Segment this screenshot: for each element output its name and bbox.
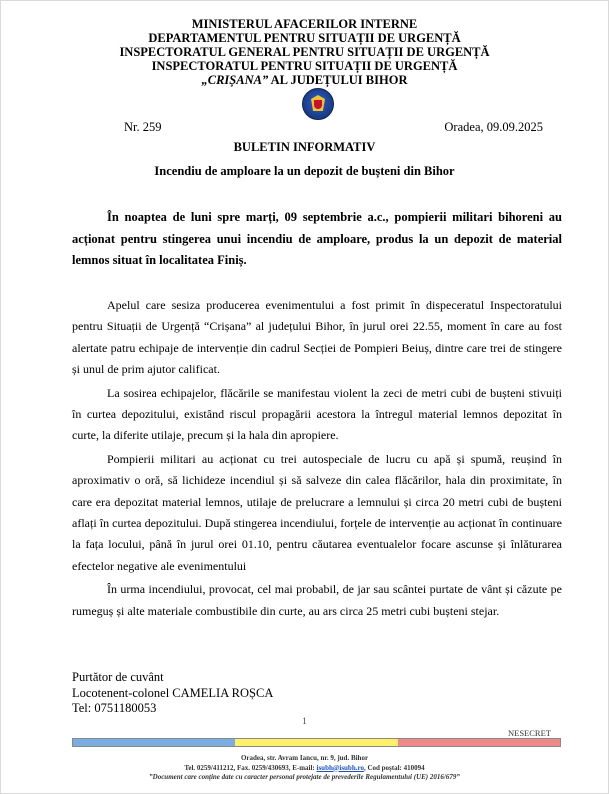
footer-contact	[0, 764, 609, 774]
footer-gdpr-notice: ”Document care conține date cu caracter personal protejate de prevederile Regulamentului (UE) 2016/679”	[149, 773, 460, 781]
meta-row	[72, 120, 543, 136]
place-date: Oradea, 09.09.2025	[444, 120, 543, 134]
classification-color-bar	[72, 738, 561, 747]
header-ministry: MINISTERUL AFACERILOR INTERNE	[191, 17, 418, 31]
header-general-inspectorate: INSPECTORATUL GENERAL PENTRU SITUAȚII DE URGENȚĂ	[119, 45, 490, 59]
paragraph-alert: Apelul care sesiza producerea evenimentului a fost primit în dispeceratul Inspectoratului pentru Situații de Urgență “Crișana” al județului Bihor, în jurul orei 22.55, moment în care au fost alertate patru echipaje de intervenție din cadrul Secției de Pompieri Beiuș, dintre care trei de stingere și unul de prim ajutor calificat.	[72, 298, 562, 377]
header-inspectorate: INSPECTORATUL PENTRU SITUAȚII DE URGENȚĂ	[151, 59, 458, 73]
document-header	[0, 17, 609, 87]
document-title: BULETIN INFORMATIV	[233, 140, 376, 154]
footer-contact-prefix: Tel. 0259/411212, Fax. 0259/430693, E-mail:	[184, 763, 317, 772]
paragraph-arrival: La sosirea echipajelor, flăcările se manifestau violent la zeci de metri cubi de bușteni stivuiți în curtea depozitului, existând riscul propagării acestora la întregul material lemnos depozitat în curte, la diferite utilaje, precum și la hala din apropiere.	[72, 385, 562, 443]
body-text	[72, 295, 562, 624]
spokesperson-name: Locotenent-colonel CAMELIA ROȘCA	[72, 685, 274, 700]
header-county: AL JUDEȚULUI BIHOR	[268, 73, 408, 87]
paragraph-cause: În urma incendiului, provocat, cel mai probabil, de jar sau scântei purtate de vânt și căzute pe rumeguș și alte materiale combustibile din curte, au ars circa 25 metri cubi bușteni stejar.	[72, 582, 562, 618]
footer-contact-suffix: , Cod poștal: 410094	[363, 763, 425, 772]
page-number: 1	[302, 716, 307, 726]
document-subtitle: Incendiu de amploare la un depozit de bușteni din Bihor	[154, 164, 455, 178]
footer-email-link[interactable]: isubh@isubh.ro	[316, 763, 364, 772]
classification-label: NESECRET	[508, 728, 551, 738]
color-bar-yellow	[235, 739, 397, 746]
lead-paragraph: În noaptea de luni spre marți, 09 septembrie a.c., pompierii militari bihoreni au acționat pentru stingerea unui incendiu de amploare, produs la un depozit de material lemnos situat în localitatea Finiș.	[72, 210, 562, 267]
header-department: DEPARTAMENTUL PENTRU SITUAȚII DE URGENȚĂ	[148, 31, 461, 45]
header-crisana: „CRIȘANA”	[201, 73, 269, 87]
spokesperson-role: Purtător de cuvânt	[72, 670, 164, 684]
color-bar-blue	[73, 739, 235, 746]
crest-shield	[314, 100, 322, 109]
paragraph-intervention: Pompierii militari au acționat cu trei autospeciale de lucru cu apă și spumă, reușind în aproximativ o oră, să lichideze incendiul și să salveze din calea flăcărilor, hala din proximitate, în care era depozitat material lemnos, utilaje de prelucrare a lemnului și circa 20 metri cubi de bușteni aflați în curtea depozitului. După stingerea incendiului, forțele de intervenție au acționat în continuare la fața locului, până în jurul orei 01.10, pentru căutarea eventualelor focare ascunse și înlăturarea efectelor negative ale evenimentului	[72, 451, 562, 573]
color-bar-red	[398, 739, 560, 746]
signature-block	[72, 670, 372, 717]
header-county-line	[0, 73, 609, 87]
spokesperson-phone: Tel: 0751180053	[72, 701, 157, 715]
document-number: Nr. 259	[124, 120, 162, 134]
document-footer	[0, 754, 609, 783]
romanian-coat-of-arms-icon	[302, 88, 334, 120]
footer-address: Oradea, str. Avram Iancu, nr. 9, jud. Bihor	[240, 754, 369, 762]
